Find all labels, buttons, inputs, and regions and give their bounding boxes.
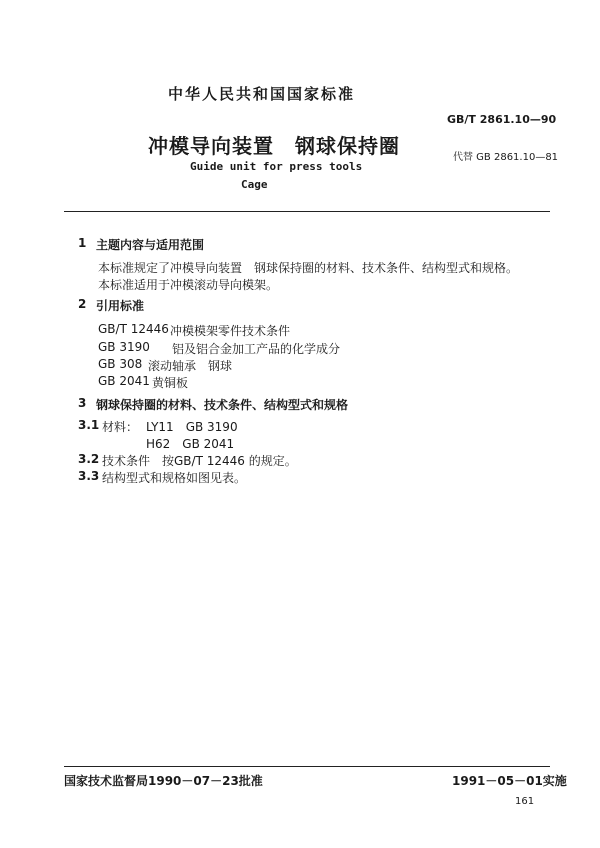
section-1-number: 1 <box>78 236 87 250</box>
page-number: 161 <box>515 796 535 807</box>
clause-3-1-number: 3.1 <box>78 418 100 432</box>
page-title: 冲模导向装置 钢球保持圈 <box>148 134 400 158</box>
clause-3-1-material: H62 GB 2041 <box>146 437 235 451</box>
section-1-paragraph: 本标准规定了冲模导向装置 钢球保持圈的材料、技术条件、结构型式和规格。 <box>98 261 519 275</box>
reference-title: 黄铜板 <box>152 376 189 390</box>
replaces-note: 代替 GB 2861.10—81 <box>453 152 559 163</box>
section-1-heading: 主题内容与适用范围 <box>96 238 205 252</box>
clause-3-2-text: 技术条件 按GB/T 12446 的规定。 <box>102 454 297 468</box>
approval-date: 国家技术监督局1990－07－23批准 <box>64 774 263 788</box>
reference-code: GB 3190 <box>98 340 150 354</box>
issuing-authority: 中华人民共和国国家标准 <box>168 85 356 103</box>
reference-code: GB 2041 <box>98 374 150 388</box>
section-2-number: 2 <box>78 297 87 311</box>
clause-3-2-number: 3.2 <box>78 452 100 466</box>
english-subtitle: Cage <box>241 178 268 191</box>
english-title: Guide unit for press tools <box>190 160 363 173</box>
reference-code: GB 308 <box>98 357 143 371</box>
clause-3-3-text: 结构型式和规格如图见表。 <box>102 471 247 485</box>
effective-date: 1991－05－01实施 <box>452 774 567 788</box>
section-2-heading: 引用标准 <box>96 299 145 313</box>
reference-title: 冲模模架零件技术条件 <box>170 324 291 338</box>
standard-number: GB/T 2861.10—90 <box>447 113 557 126</box>
reference-title: 铝及铝合金加工产品的化学成分 <box>172 342 341 356</box>
section-1-paragraph: 本标准适用于冲模滚动导向模架。 <box>98 278 279 292</box>
reference-title: 滚动轴承 钢球 <box>148 359 233 373</box>
section-3-heading: 钢球保持圈的材料、技术条件、结构型式和规格 <box>96 398 349 412</box>
clause-3-3-number: 3.3 <box>78 469 100 483</box>
clause-3-1-material: LY11 GB 3190 <box>146 420 238 434</box>
section-3-number: 3 <box>78 396 87 410</box>
clause-3-1-label: 材料： <box>102 420 139 434</box>
header-divider <box>64 211 550 212</box>
footer-divider <box>64 766 550 767</box>
reference-code: GB/T 12446 <box>98 322 169 336</box>
